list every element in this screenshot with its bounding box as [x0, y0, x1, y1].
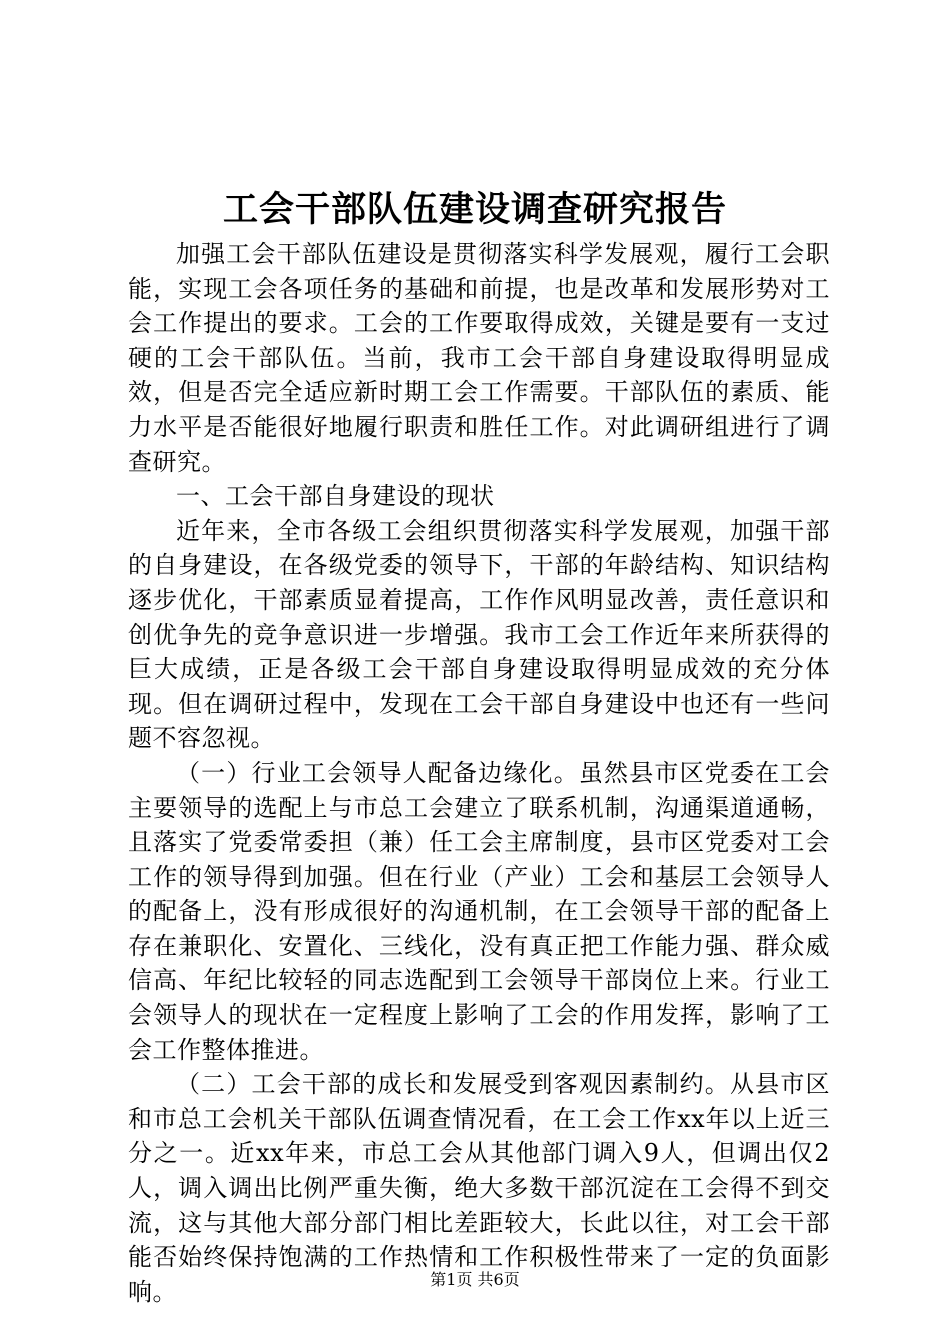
- paragraph-issue-1: （一）行业工会领导人配备边缘化。虽然县市区党委在工会主要领导的选配上与市总工会建立了联系机制，沟通渠道通畅，且落实了党委常委担（兼）任工会主席制度，县市区党委对工会工作的领导得到加强。但在行业（产业）工会和基层工会领导人的配备上，没有形成很好的沟通机制，在工会领导干部的配备上存在兼职化、安置化、三线化，没有真正把工作能力强、群众威信高、年纪比较轻的同志选配到工会领导干部岗位上来。行业工会领导人的现状在一定程度上影响了工会的作用发挥，影响了工会工作整体推进。: [128, 758, 830, 1064]
- paragraph-intro: 加强工会干部队伍建设是贯彻落实科学发展观，履行工会职能，实现工会各项任务的基础和前提，也是改革和发展形势对工会工作提出的要求。工会的工作要取得成效，关键是要有一支过硬的工会干部队伍。当前，我市工会干部自身建设取得明显成效，但是否完全适应新时期工会工作需要。干部队伍的素质、能力水平是否能很好地履行职责和胜任工作。对此调研组进行了调查研究。: [128, 240, 830, 476]
- paragraph-current-status: 近年来，全市各级工会组织贯彻落实科学发展观，加强干部的自身建设，在各级党委的领导下，干部的年龄结构、知识结构逐步优化，干部素质显着提高，工作作风明显改善，责任意识和创优争先的竞争意识进一步增强。我市工会工作近年来所获得的巨大成绩，正是各级工会干部自身建设取得明显成效的充分体现。但在调研过程中，发现在工会干部自身建设中也还有一些问题不容忽视。: [128, 516, 830, 753]
- section-heading-1: 一、工会干部自身建设的现状: [176, 482, 495, 511]
- document-title: 工会干部队伍建设调查研究报告: [222, 189, 727, 230]
- document-body: [128, 237, 830, 1309]
- page-number-footer: 第1页 共6页: [430, 1270, 520, 1289]
- paragraph-issue-2: （二）工会干部的成长和发展受到客观因素制约。从县市区和市总工会机关干部队伍调查情况看，在工会工作xx年以上近三分之一。近xx年来，市总工会从其他部门调入9人，但调出仅2人，调入调出比例严重失衡，绝大多数干部沉淀在工会得不到交流，这与其他大部分部门相比差距较大，长此以往，对工会干部能否始终保持饱满的工作热情和工作积极性带来了一定的负面影响。: [128, 1070, 830, 1306]
